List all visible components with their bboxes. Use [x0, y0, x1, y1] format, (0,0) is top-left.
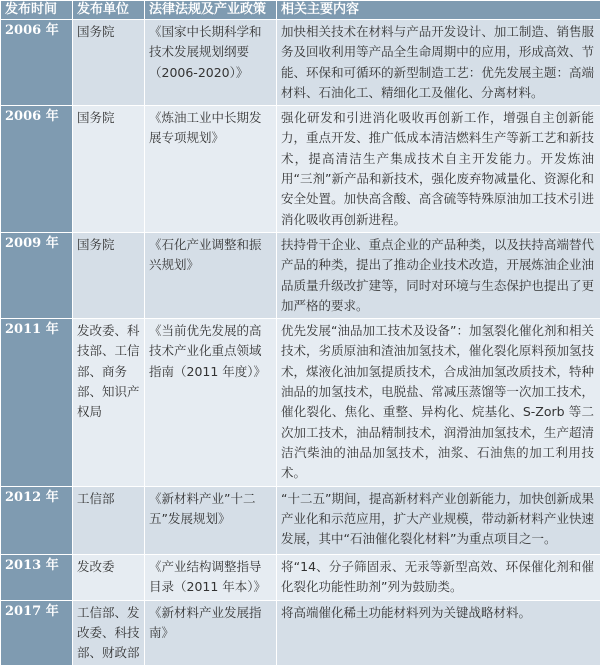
table-row — [1, 232, 600, 318]
row-policy: 《新材料产业”十二五”发展规划》 — [145, 486, 277, 554]
row-content: 加快相关技术在材料与产品开发设计、加工制造、销售服务及回收利用等产品全生命周期中的应用，形成高效、节能、环保和可循环的新型制造工艺：优先发展主题：高端材料、石油化工、精细化工及催化、分离材料。 — [277, 20, 600, 106]
row-content: 将“14、分子筛固汞、无汞等新型高效、环保催化剂和催化裂化功能性助剂”列为鼓励类。 — [277, 554, 600, 600]
row-year: 2012 年 — [1, 486, 73, 554]
header-row — [1, 1, 600, 20]
table-row — [1, 554, 600, 600]
row-year: 2013 年 — [1, 554, 73, 600]
header-date: 发布时间 — [1, 1, 73, 20]
row-content: 将高端催化稀土功能材料列为关键战略材料。 — [277, 600, 600, 666]
row-issuer: 发改委、科技部、工信部、商务部、知识产权局 — [73, 319, 145, 486]
row-content: 优先发展“油品加工技术及设备”：加氢裂化催化剂和相关技术，劣质原油和渣油加氢技术，催化裂化原料预加氢技术，煤液化油加氢提质技术，合成油加氢改质技术，特种油品的加氢技术，电脱盐、常减压蒸馏等一次加工技术，催化裂化、焦化、重整、异构化、烷基化、S-Zorb 等二次加工技术，油品精制技术，润滑油加氢技术，生产超清洁汽柴油的油品加氢技术，油浆、石油焦的加工利用技术。 — [277, 319, 600, 486]
row-policy: 《产业结构调整指导目录（2011 年本）》 — [145, 554, 277, 600]
row-issuer: 发改委 — [73, 554, 145, 600]
table-row — [1, 20, 600, 106]
row-policy: 《石化产业调整和振兴规划》 — [145, 232, 277, 318]
table-row — [1, 600, 600, 666]
table-row — [1, 486, 600, 554]
row-issuer: 国务院 — [73, 232, 145, 318]
header-policy: 法律法规及产业政策 — [145, 1, 277, 20]
row-content: 扶持骨干企业、重点企业的产品种类，以及扶持高端替代产品的种类，提出了推动企业技术改造，开展炼油企业油品质量升级改扩建等，同时对环境与生态保护也提出了更加严格的要求。 — [277, 232, 600, 318]
row-content: 强化研发和引进消化吸收再创新工作，增强自主创新能力，重点开发、推广低成本清洁燃料生产等新工艺和新技术，提高清洁生产集成技术自主开发能力。开发炼油用“三剂”新产品和新技术，强化废弃物减量化、资源化和安全处置。加快高含酸、高含硫等特殊原油加工技术引进消化吸收再创新进程。 — [277, 106, 600, 233]
row-policy: 《当前优先发展的高技术产业化重点领域指南（2011 年度）》 — [145, 319, 277, 486]
table-row — [1, 319, 600, 486]
row-issuer: 工信部、发改委、科技部、财政部 — [73, 600, 145, 666]
row-issuer: 国务院 — [73, 106, 145, 233]
table-row — [1, 106, 600, 233]
row-content: “十二五”期间，提高新材料产业创新能力，加快创新成果产业化和示范应用，扩大产业规模，带动新材料产业快速发展，其中“石油催化裂化材料”为重点项目之一。 — [277, 486, 600, 554]
row-year: 2006 年 — [1, 106, 73, 233]
row-issuer: 工信部 — [73, 486, 145, 554]
row-policy: 《新材料产业发展指南》 — [145, 600, 277, 666]
row-policy: 《国家中长期科学和技术发展规划纲要（2006-2020）》 — [145, 20, 277, 106]
row-year: 2009 年 — [1, 232, 73, 318]
header-content: 相关主要内容 — [277, 1, 600, 20]
header-issuer: 发布单位 — [73, 1, 145, 20]
row-year: 2011 年 — [1, 319, 73, 486]
row-year: 2006 年 — [1, 20, 73, 106]
row-issuer: 国务院 — [73, 20, 145, 106]
row-year: 2017 年 — [1, 600, 73, 666]
row-policy: 《炼油工业中长期发展专项规划》 — [145, 106, 277, 233]
